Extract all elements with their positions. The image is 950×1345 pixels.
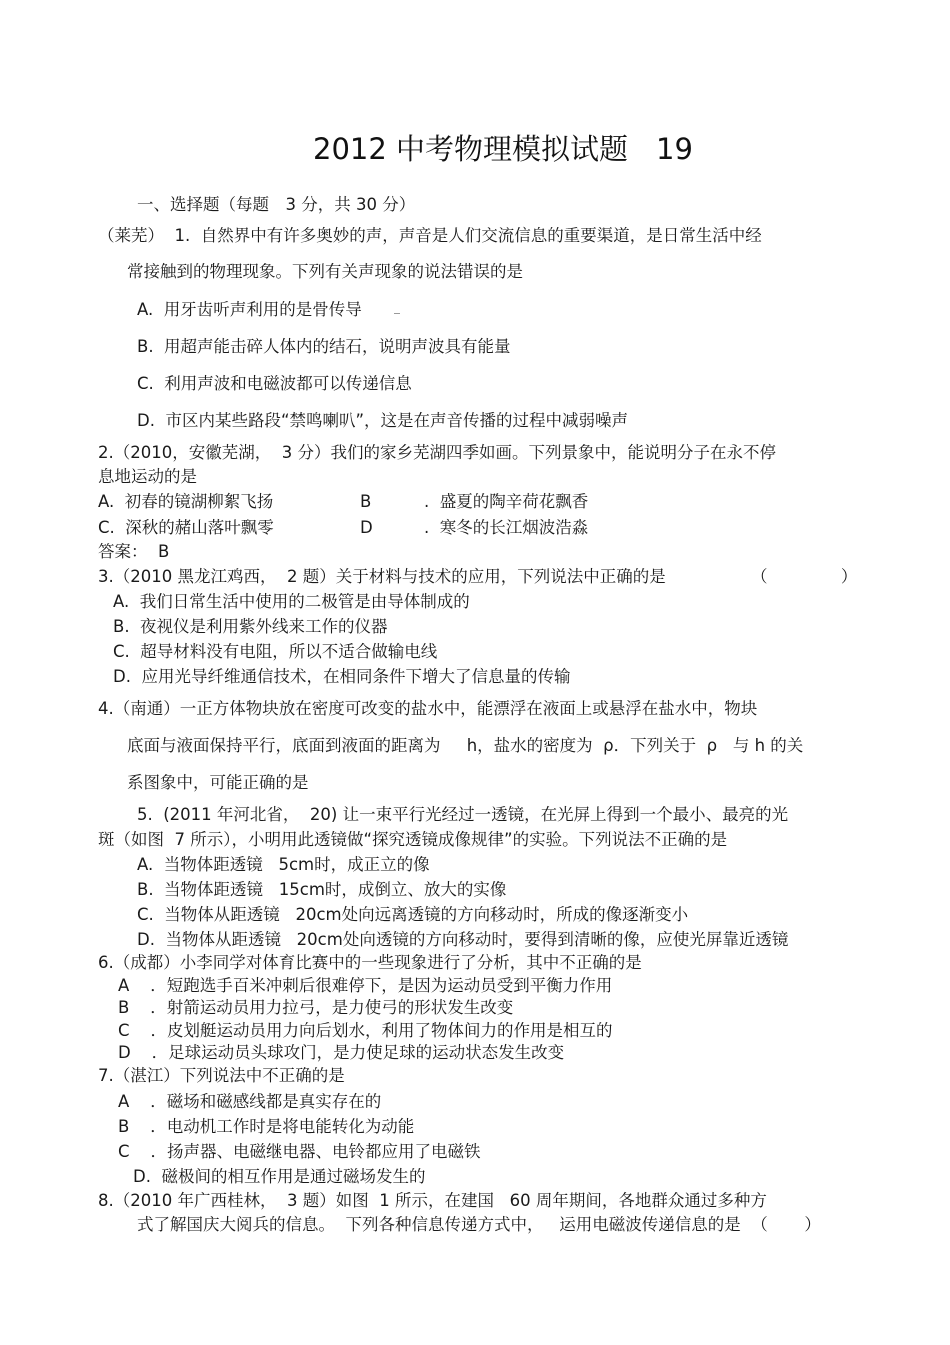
q2-option-c: C. 深秋的赭山落叶飘零 [98, 518, 274, 537]
q7-stem: 7.（湛江）下列说法中不正确的是 [98, 1066, 345, 1085]
q6-option-d: D ．足球运动员头球攻门，是力使足球的运动状态发生改变 [118, 1043, 565, 1062]
q1-option-b: B. 用超声能击碎人体内的结石，说明声波具有能量 [137, 337, 511, 356]
q6-option-c: C ．皮划艇运动员用力向后划水，利用了物体间力的作用是相互的 [118, 1021, 613, 1040]
q3-option-a: A. 我们日常生活中使用的二极管是由导体制成的 [113, 592, 470, 611]
q2-stem-line1: 2.（2010，安徽芜湖， 3 分）我们的家乡芜湖四季如画。下列景象中，能说明分子在永不停 [98, 443, 776, 462]
q8-stem-line1: 8.（2010 年广西桂林， 3 题）如图 1 所示，在建国 60 周年期间，各地群众通过多种方 [98, 1191, 767, 1210]
q7-option-c: C ．扬声器、电磁继电器、电铃都应用了电磁铁 [118, 1142, 481, 1161]
q3-answer-bracket: （ ） [751, 567, 858, 586]
q3-option-c: C. 超导材料没有电阻，所以不适合做输电线 [113, 642, 438, 661]
q5-option-b: B. 当物体距透镜 15cm时，成倒立、放大的实像 [137, 880, 507, 899]
q4-stem-line1: 4.（南通）一正方体物块放在密度可改变的盐水中，能漂浮在液面上或悬浮在盐水中，物块 [98, 699, 758, 718]
q3-option-b: B. 夜视仪是利用紫外线来工作的仪器 [113, 617, 388, 636]
q1-stem-line1: （莱芜） 1. 自然界中有许多奥妙的声，声音是人们交流信息的重要渠道，是日常生活中经 [98, 226, 762, 245]
q5-stem-line2: 斑（如图 7 所示），小明用此透镜做“探究透镜成像规律”的实验。下列说法不正确的是 [98, 830, 728, 849]
q1-option-a: A. 用牙齿听声利用的是骨传导 [137, 300, 362, 319]
q1-option-d: D. 市区内某些路段“禁鸣喇叭”，这是在声音传播的过程中减弱噪声 [137, 411, 629, 430]
q2-option-d-letter: D [360, 518, 373, 537]
q2-option-a: A. 初春的镜湖柳絮飞扬 [98, 492, 274, 511]
q6-option-a: A ．短跑选手百米冲刺后很难停下，是因为运动员受到平衡力作用 [118, 976, 613, 995]
q4-stem-line3: 系图象中，可能正确的是 [127, 773, 309, 792]
q1-stem-line2: 常接触到的物理现象。下列有关声现象的说法错误的是 [127, 262, 523, 281]
q8-stem-line2: 式了解国庆大阅兵的信息。 下列各种信息传递方式中， 运用电磁波传递信息的是 （ ） [137, 1215, 821, 1234]
q2-option-b: . 盛夏的陶辛荷花飘香 [424, 492, 589, 511]
q5-option-a: A. 当物体距透镜 5cm时，成正立的像 [137, 855, 430, 874]
q6-option-b: B ．射箭运动员用力拉弓，是力使弓的形状发生改变 [118, 998, 514, 1017]
q7-option-a: A ．磁场和磁感线都是真实存在的 [118, 1092, 382, 1111]
q2-option-b-letter: B [360, 492, 372, 511]
q3-option-d: D. 应用光导纤维通信技术，在相同条件下增大了信息量的传输 [113, 667, 571, 686]
section-heading: 一、选择题（每题 3 分，共 30 分） [137, 195, 416, 214]
title-text: 2012 中考物理模拟试题 [313, 132, 629, 166]
q1-option-c: C. 利用声波和电磁波都可以传递信息 [137, 374, 412, 393]
q6-stem: 6.（成都）小李同学对体育比赛中的一些现象进行了分析，其中不正确的是 [98, 953, 642, 972]
q2-stem-line2: 息地运动的是 [98, 467, 197, 486]
scan-mark [394, 313, 400, 314]
q2-option-d: . 寒冬的长江烟波浩淼 [424, 518, 589, 537]
q3-stem: 3.（2010 黑龙江鸡西， 2 题）关于材料与技术的应用，下列说法中正确的是 [98, 567, 666, 586]
q7-option-d: D. 磁极间的相互作用是通过磁场发生的 [133, 1167, 426, 1186]
title-number: 19 [656, 132, 693, 166]
q5-stem-line1: 5. (2011 年河北省， 20) 让一束平行光经过一透镜，在光屏上得到一个最小、最亮的光 [137, 805, 789, 824]
q2-answer: 答案： B [98, 542, 170, 561]
q5-option-d: D. 当物体从距透镜 20cm处向透镜的方向移动时，要得到清晰的像，应使光屏靠近透镜 [137, 930, 789, 949]
q4-stem-line2: 底面与液面保持平行，底面到液面的距离为 h，盐水的密度为 ρ．下列关于 ρ 与 h 的关 [127, 736, 804, 755]
q7-option-b: B ．电动机工作时是将电能转化为动能 [118, 1117, 415, 1136]
q5-option-c: C. 当物体从距透镜 20cm处向远离透镜的方向移动时，所成的像逐渐变小 [137, 905, 689, 924]
page-title [313, 131, 693, 167]
